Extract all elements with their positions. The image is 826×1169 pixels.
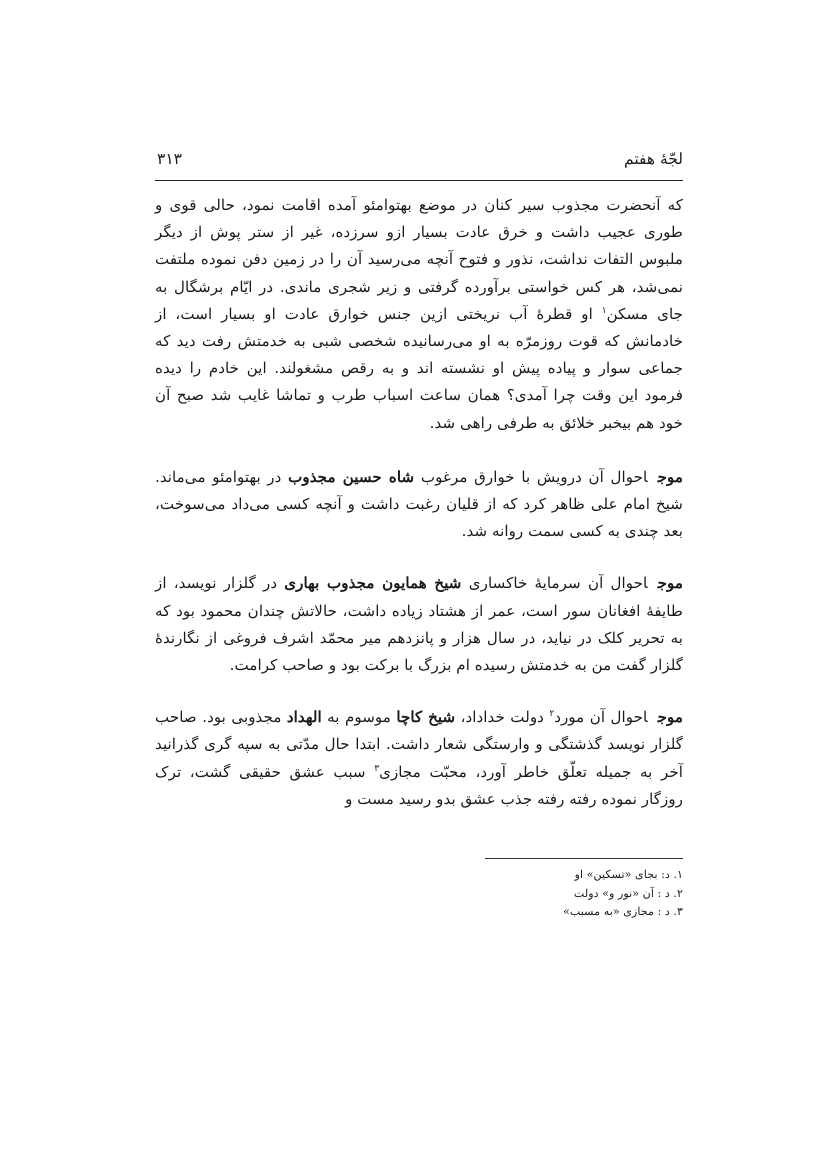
- entry-label: موج: [657, 708, 683, 727]
- text-segment: احوال آن مورد: [554, 708, 648, 727]
- text-segment: او قطرهٔ آب نریختی ازین جنس خوارق عادت او بسیار است، از خادمانش که قوت روزمرّه به او می‌رسانیده شخصی شبی به خدمتش رفت دید که جماعی سوار و پیاده پیش او نشسته اند و به رقص مشغولند. این خادم را دیده فرمود این وقت چرا آمدی؟ همان ساعت اسباب طرب و تماشا غایب شد صبح آن خود هم بیخبر خلائق به طرفی راهی شد.: [155, 304, 683, 432]
- paragraph-continuation: [155, 192, 683, 437]
- entry-shah-hussain: [155, 464, 683, 546]
- footnote-marker: ۱: [601, 305, 607, 316]
- main-text: [155, 192, 683, 813]
- entry-label: موج: [657, 574, 683, 593]
- text-segment: احوال آن سرمایهٔ خاکساری: [461, 574, 648, 593]
- footnotes: [155, 866, 683, 922]
- text-segment: احوال آن درویش با خوارق مرغوب: [414, 467, 648, 486]
- entry-label: موج: [657, 467, 683, 486]
- text-segment: که آنحضرت مجذوب سیر کنان در موضع بهتوامئو آمده اقامت نمود، حالی قوی و طوری عجیب داشت و خرق عادت بسیار ازو سرزده، غیر از ستر پوش از دیگر ملبوس التفات نداشت، نذور و فتوح آنچه می‌رسید آن را در زمین دفن نموده ملتفت نمی‌شد، هر کس خواستی برآورده گرفتی و زیر شجری ماندی. در ایّام برشگال به جای مسکن: [155, 196, 683, 323]
- footnote-marker: ۳: [374, 763, 380, 774]
- text-segment: دولت خداداد،: [455, 708, 550, 727]
- footnote-3: ۳. د : مجازی «به مسبب»: [562, 905, 683, 918]
- text-segment: موسوم به: [321, 708, 397, 727]
- text-segment: در بهتوامئو می‌ماند. شیخ امام علی ظاهر کرد که از قلیان رغبت داشت و آنچه کسی می‌داد می‌سوخت، بعد چندی به کسی سمت روانه شد.: [155, 467, 683, 541]
- footnote-divider: [485, 858, 683, 859]
- person-name: شیخ همایون مجذوب بهاری: [284, 574, 462, 593]
- entry-shaykh-humayun: [155, 570, 683, 679]
- text-segment: مجذوبی بود. صاحب گلزار نویسد گذشتگی و وارستگی شعار داشت. ابتدا حال مدّتی به سپه گری گذرانید آخر به جمیله تعلّق خاطر آورد، محبّت مجازی: [155, 708, 683, 781]
- person-name: شاه حسین مجذوب: [288, 467, 415, 486]
- page-header: [155, 146, 683, 181]
- person-name: الهداد: [286, 708, 322, 727]
- footnote-marker: ۲: [549, 709, 555, 720]
- person-name: شیخ کاچا: [396, 708, 456, 727]
- entry-shaykh-kacha: [155, 704, 683, 813]
- page-number: ۳۱۳: [157, 150, 182, 168]
- running-title: لجّهٔ هفتم: [624, 150, 683, 168]
- text-segment: در گلزار نویسد، از طایفهٔ افغانان سور است، عمر از هشتاد زیاده داشت، حالاتش چندان محمود بود که به تحریر کلک در نیاید، در سال هزار و پانزدهم میر محمّد اشرف فروغی از نگارندهٔ گلزار گفت من به خدمتش رسیده ام بزرگ با برکت بود و صاحب کرامت.: [155, 574, 683, 675]
- footnote-2: ۲. د : آن «نور و» دولت: [573, 886, 683, 900]
- text-segment: سبب عشق حقیقی گشت، ترک روزگار نموده رفته رفته جذب عشق بدو رسید مست و: [155, 762, 683, 808]
- footnote-1: ۱. د: بجای «تسکین» او: [574, 868, 683, 881]
